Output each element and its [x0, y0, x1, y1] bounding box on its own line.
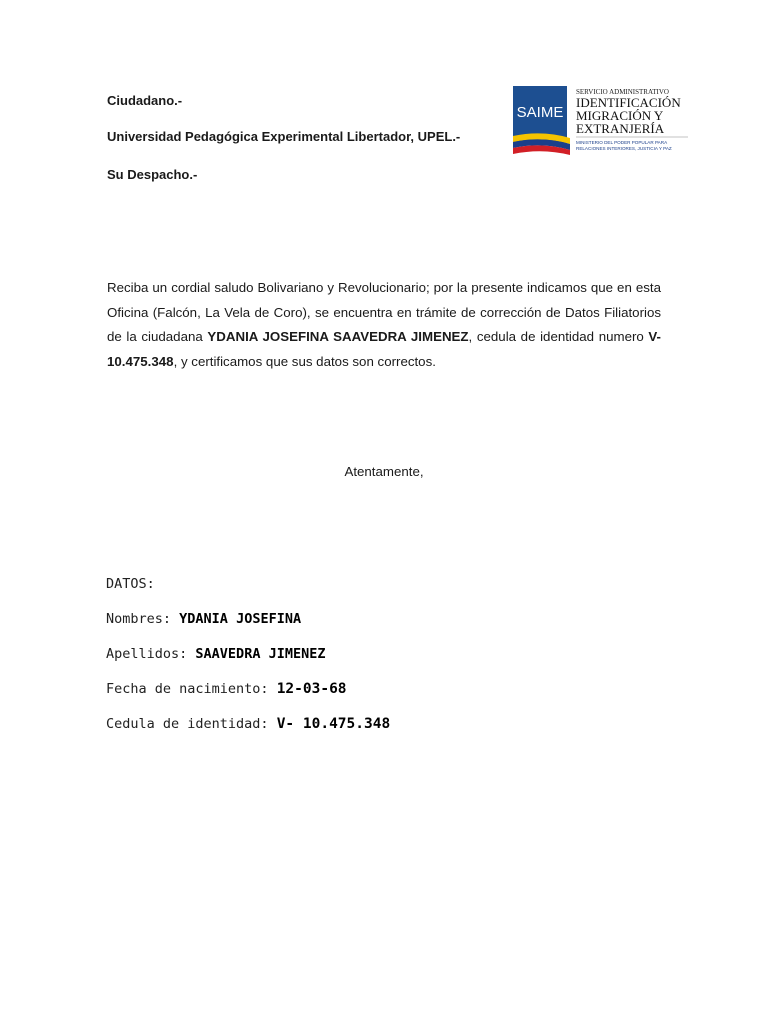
citizen-id: V- 10.475.348	[107, 329, 661, 369]
saime-logo	[512, 84, 690, 158]
logo-top-small: SERVICIO ADMINISTRATIVO	[576, 88, 669, 96]
datos-title: DATOS:	[106, 576, 155, 592]
datos-fecha: Fecha de nacimiento: 12-03-68	[106, 681, 347, 697]
logo-acronym: SAIME	[516, 104, 564, 121]
recipient-line: Ciudadano.-	[107, 93, 183, 108]
citizen-name: YDANIA JOSEFINA SAAVEDRA JIMENEZ	[207, 329, 469, 344]
datos-apellidos: Apellidos: SAAVEDRA JIMENEZ	[106, 646, 326, 662]
logo-ministry1: MINISTERIO DEL PODER POPULAR PARA	[576, 140, 668, 145]
logo-line3: EXTRANJERÍA	[576, 121, 665, 136]
body-paragraph: Reciba un cordial saludo Bolivariano y Revolucionario; por la presente indicamos que en esta Oficina (Falcón, La Vela de Coro), se encuentra en trámite de corrección de Datos Filiatorios de la ciudadana YDANIA JOSEFINA SAAVEDRA JIMENEZ, cedula de identidad numero V- 10.475.348, y certificamos que sus datos son correctos.	[107, 280, 661, 369]
closing: Atentamente,	[344, 464, 424, 479]
datos-nombres: Nombres: YDANIA JOSEFINA	[106, 611, 302, 627]
recipient-office: Su Despacho.-	[107, 167, 198, 182]
logo-ministry2: RELACIONES INTERIORES, JUSTICIA Y PAZ	[576, 146, 672, 151]
recipient-institution: Universidad Pedagógica Experimental Libertador, UPEL.-	[107, 129, 461, 144]
logo-line1: IDENTIFICACIÓN	[576, 95, 681, 110]
logo-line2: MIGRACIÓN Y	[576, 108, 664, 123]
datos-cedula: Cedula de identidad: V- 10.475.348	[106, 716, 391, 732]
